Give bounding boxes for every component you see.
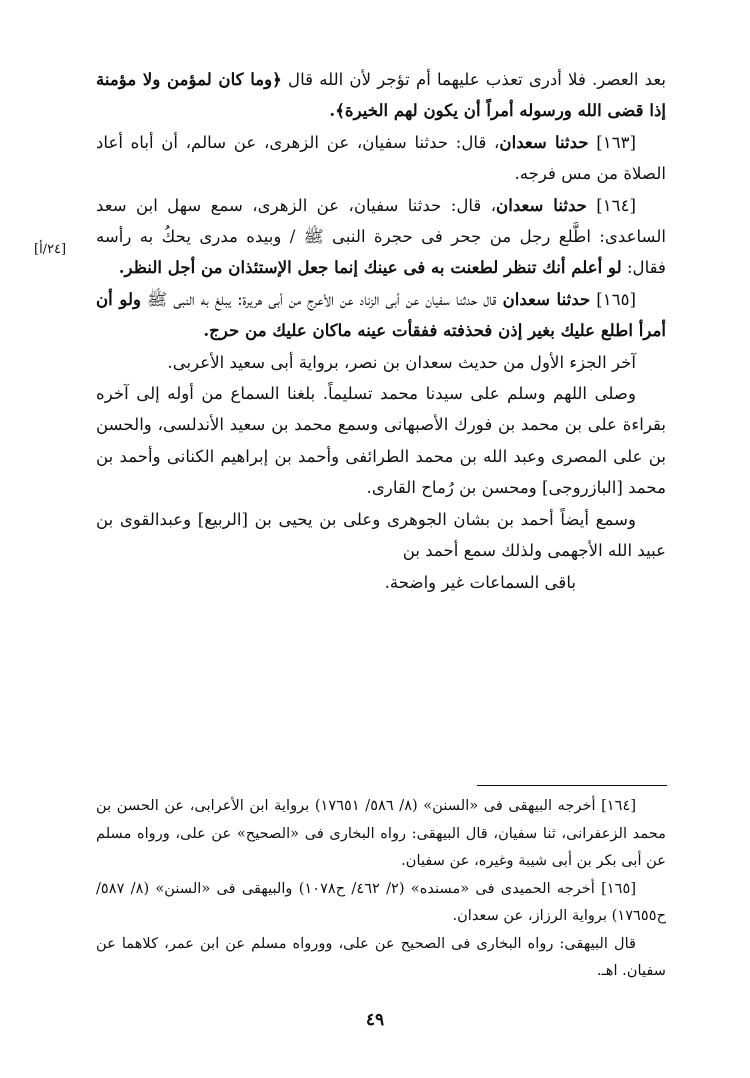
intro-text: بعد العصر. فلا أدرى تعذب عليهما أم تؤجر لأن الله قال (281, 70, 666, 89)
hadith-text: ، قال: حدثنا سفيان، عن الزهرى، عن سالم، أن أباه أعاد الصلاة من مس فرجه. (96, 132, 666, 184)
hadith-text: ، قال: حدثنا سفيان، عن الزهرى، سمع سهل ابن سعد الساعدى: اطَّلع رجل من جحر فى حجرة النبى ﷺ / وبيده مدرى يحكُ به رأسه فقال: (96, 195, 666, 278)
footnote-bayhaqi: قال البيهقى: رواه البخارى فى الصحيح عن على، وورواه مسلم عن ابن عمر، كلاهما عن سفيان. اهـ. (96, 934, 666, 979)
main-text (96, 64, 666, 598)
footnote-164: [١٦٤] أخرجه البيهقى فى «السنن» (٨/ ٥٨٦/ ١٧٦٥١) برواية ابن الأعرابى، عن الحسن بن محمد الزعفرانى، ثنا سفيان، قال البيهقى: رواه البخارى فى «الصحيح» عن على، ورواه مسلم عن أبى بكر بن أبى شيبة وغيره، عن سفيان. (96, 797, 666, 869)
hadith-164 (96, 190, 666, 284)
footnote-divider (477, 785, 667, 786)
prophetic-saying: لو أعلم أنك تنظر لطعنت به فى عينك إنما جعل الإستئذان من أجل النظر. (118, 257, 622, 278)
hadith-165 (96, 284, 666, 347)
hadith-text: قال حدثنا سفيان عن أبى الزناد عن الأعرج من أبى هريرة: يبلغ به النبى ﷺ (141, 289, 503, 309)
narrator-heading: حدثنا سعدان (502, 288, 591, 309)
colophon-line: آخر الجزء الأول من حديث سعدان بن نصر، برواية أبى سعيد الأعربى. (167, 352, 636, 372)
hadith-number: [١٦٥] (590, 289, 637, 309)
prophetic-saying: ولو أن أمرأ اطلع عليك بغير إذن فحذفته ففقأت عينه ماكان عليك من حرج. (96, 288, 666, 341)
page-number: ٤٩ (365, 1010, 385, 1030)
narrator-heading: حدثنا سعدان (496, 194, 587, 215)
paragraph-intro (96, 64, 666, 127)
audition-unclear-note: باقى السماعات غير واضحة. (384, 572, 576, 592)
footnotes (96, 792, 666, 985)
folio-margin-note: [٢٤/أ] (34, 242, 67, 257)
audition-note-continued: وسمع أيضاً أحمد بن بشان الجوهرى وعلى بن يحيى بن [الربيع] وعبدالقوى بن عبيد الله الأجهمى ولذلك سمع أحمد بن (96, 509, 666, 561)
quran-verse: ﴿وما كان لمؤمن ولا مؤمنة إذا قضى الله ورسوله أمراً أن يكون لهم الخيرة﴾. (96, 69, 666, 121)
hadith-163 (96, 127, 666, 190)
hadith-number: [١٦٤] (586, 195, 636, 215)
narrator-heading: حدثنا سعدان (499, 131, 589, 152)
hadith-number: [١٦٣] (588, 132, 637, 152)
audition-note: وصلى اللهم وسلم على سيدنا محمد تسليماً. بلغنا السماع من أوله إلى آخره بقراءة على بن محمد بن فورك الأصبهانى وسمع محمد بن سعيد الأندلسى، والحسن بن على المصرى وعبد الله بن محمد الطرائفى وأحمد بن إبراهيم الكنانى وأحمد بن محمد [البازروجى] ومحسن بن رُماح القارى. (96, 384, 666, 498)
footnote-165: [١٦٥] أخرجه الحميدى فى «مسنده» (٢/ ٤٦٢/ ح١٠٧٨) والبيهقى فى «السنن» (٨/ ٥٨٧/ ح١٧٦٥٥) برواية الرزاز، عن سعدان. (96, 879, 666, 924)
